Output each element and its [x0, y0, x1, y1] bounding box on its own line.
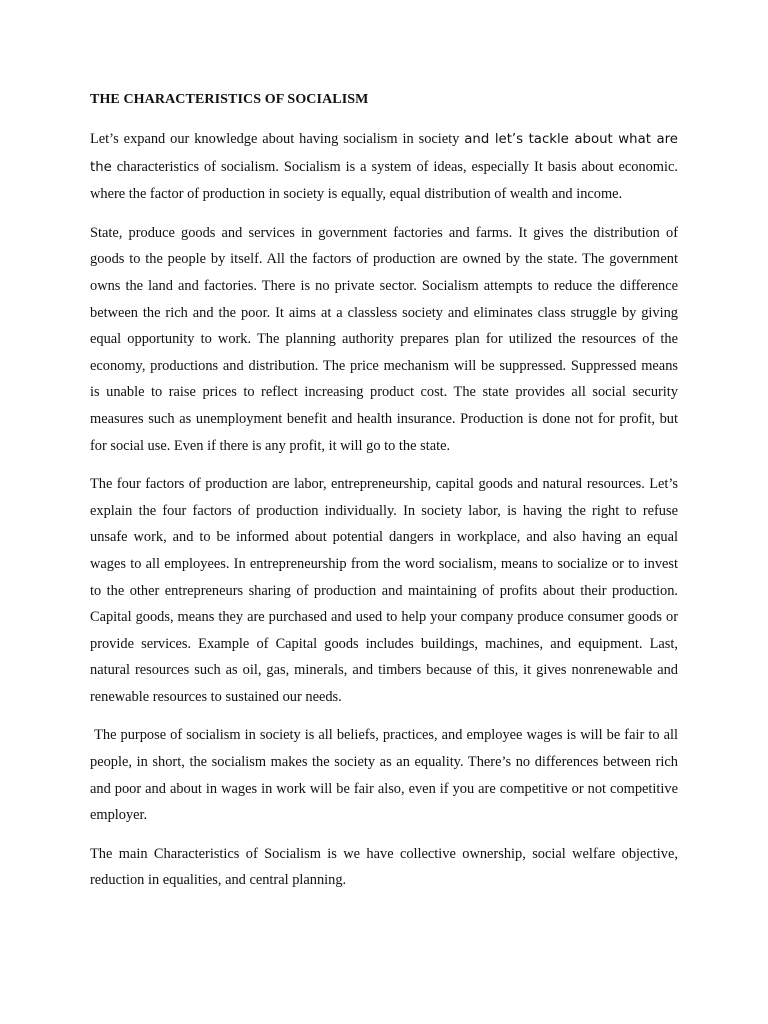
paragraph-purpose-of-socialism: The purpose of socialism in society is all beliefs, practices, and employee wages is will be fair to all people, in short, the socialism makes the society as an equality. There’s no differences between rich and poor and about in wages in work will be fair also, even if you are competitive or not competitive employer. — [90, 727, 678, 824]
intro-text-end: characteristics of socialism. Socialism is a system of ideas, especially It basis about economic. where the factor of production in society is equally, equal distribution of wealth and income. — [90, 158, 678, 203]
intro-paragraph — [90, 126, 678, 208]
paragraph-state-production: State, produce goods and services in government factories and farms. It gives the distribution of goods to the people by itself. All the factors of production are owned by the state. The government owns the land and factories. There is no private sector. Socialism attempts to reduce the difference between the rich and the poor. It aims at a classless society and eliminates class struggle by giving equal opportunity to work. The planning authority prepares plan for utilized the resources of the economy, productions and distribution. The price mechanism will be suppressed. Suppressed means is unable to raise prices to reflect increasing product cost. The state provides all social security measures such as unemployment benefit and health insurance. Production is done not for profit, but for social use. Even if there is any profit, it will go to the state. — [90, 224, 678, 454]
intro-text-sans: and let’s tackle about what are the — [90, 132, 678, 175]
paragraph-factors-of-production: The four factors of production are labor, entrepreneurship, capital goods and natural resources. Let’s explain the four factors of production individually. In society labor, is having the right to refuse unsafe work, and to be informed about potential dangers in workplace, and also having an equal wages to all employees. In entrepreneurship from the word socialism, means to socialize or to invest to the other entrepreneurs sharing of production and maintaining of profits about their production. Capital goods, means they are purchased and used to help your company produce consumer goods or provide services. Example of Capital goods includes buildings, machines, and equipment. Last, natural resources such as oil, gas, minerals, and timbers because of this, it gives nonrenewable and renewable resources to sustained our needs. — [90, 476, 678, 705]
document-title: THE CHARACTERISTICS OF SOCIALISM — [90, 92, 369, 107]
intro-text-start: Let’s expand our knowledge about having socialism in society — [90, 131, 465, 147]
paragraph-main-characteristics: The main Characteristics of Socialism is we have collective ownership, social welfare objective, reduction in equalities, and central planning. — [90, 845, 678, 889]
document-page — [90, 88, 678, 906]
